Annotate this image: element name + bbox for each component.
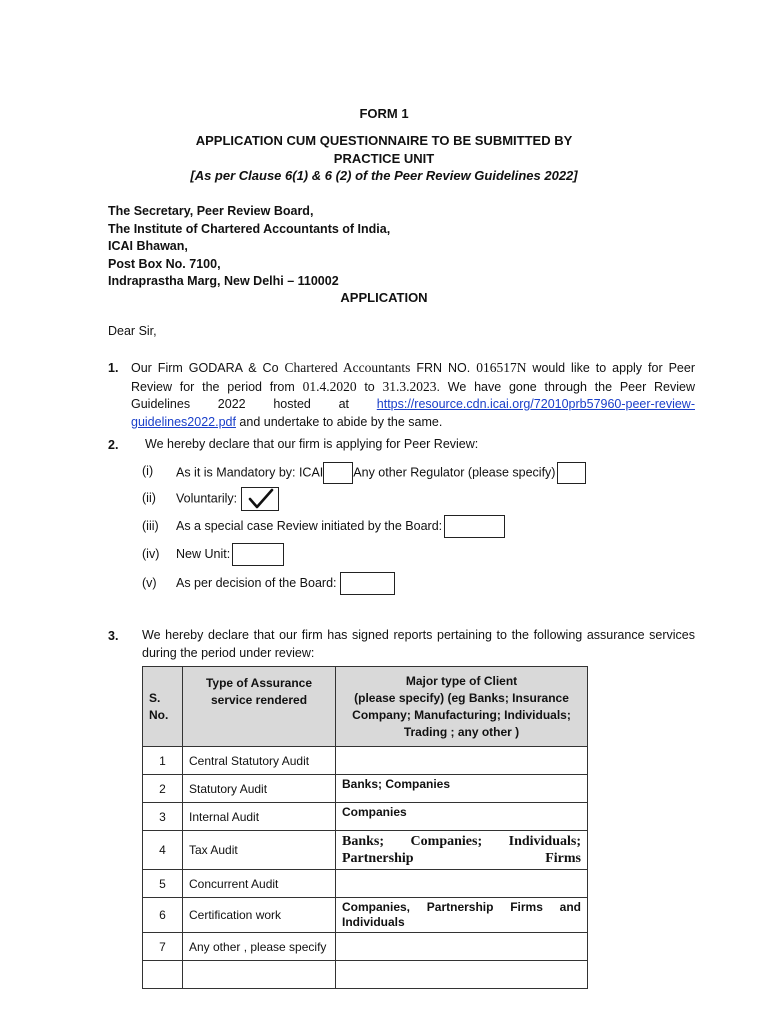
new-unit-checkbox[interactable] xyxy=(232,543,284,566)
header-text: Major type of Client xyxy=(405,673,518,688)
item3-paragraph: We hereby declare that our firm has signed reports pertaining to the following assurance services during the period under review: xyxy=(142,628,695,660)
voluntarily-checkbox[interactable] xyxy=(241,487,279,511)
header-text: No. xyxy=(149,707,169,722)
option-text xyxy=(176,572,395,595)
icai-checkbox[interactable] xyxy=(323,462,353,484)
special-case-checkbox[interactable] xyxy=(444,515,505,538)
period-to: 31.3.2023 xyxy=(382,378,437,394)
option-label: (i) xyxy=(142,464,154,478)
header-text: Trading ; any other ) xyxy=(403,724,520,739)
cell-type: Any other , please specify xyxy=(183,933,336,961)
option-voluntarily-text: Voluntarily: xyxy=(176,491,238,506)
cell-client[interactable]: Companies xyxy=(336,803,588,831)
board-decision-checkbox[interactable] xyxy=(340,572,395,595)
option-label: (ii) xyxy=(142,491,156,505)
item1-text: Our Firm GODARA & Co xyxy=(131,361,285,375)
cell-type: Central Statutory Audit xyxy=(183,747,336,775)
other-regulator-checkbox[interactable] xyxy=(557,462,586,484)
frn-number: 016517N xyxy=(476,360,527,375)
form-title xyxy=(0,132,768,168)
item1-text: to xyxy=(356,379,383,394)
option-text xyxy=(176,543,284,566)
cell-type: Tax Audit xyxy=(183,831,336,870)
option-special-case-text: As a special case Review initiated by the Board: xyxy=(176,518,443,533)
header-text: Type of Assurance xyxy=(205,676,313,690)
table-row xyxy=(143,870,588,898)
item1-text: FRN NO. xyxy=(410,361,477,375)
cell-sno: 2 xyxy=(143,775,183,803)
option-text xyxy=(176,462,586,484)
header-text: Company; Manufacturing; Individuals; xyxy=(352,707,571,722)
header-text: S. xyxy=(149,690,161,705)
option-label: (v) xyxy=(142,576,157,590)
option-row xyxy=(0,543,768,567)
option-label: (iv) xyxy=(142,547,160,561)
cell-type: Certification work xyxy=(183,898,336,933)
cell-type xyxy=(183,961,336,989)
salutation: Dear Sir, xyxy=(108,324,157,338)
header-text: (please specify) (eg Banks; Insurance xyxy=(354,690,569,705)
period-from: 01.4.2020 xyxy=(302,378,357,394)
option-label: (iii) xyxy=(142,519,159,533)
table-row xyxy=(143,747,588,775)
recipient-address xyxy=(108,203,390,291)
option-row xyxy=(0,572,768,596)
cell-client[interactable]: Banks; Companies xyxy=(336,775,588,803)
cell-sno: 1 xyxy=(143,747,183,775)
form-clause: [As per Clause 6(1) & 6 (2) of the Peer Review Guidelines 2022] xyxy=(190,168,578,183)
cell-sno: 3 xyxy=(143,803,183,831)
guidelines-link[interactable]: https://resource.cdn.icai.org/72010prb57960-peer-review-guidelines2022.pdf xyxy=(131,397,695,429)
item-number: 2. xyxy=(108,438,119,452)
item1-text: . We have gone through the Peer Review Guidelines 2022 hosted at xyxy=(131,379,695,411)
cell-sno: 5 xyxy=(143,870,183,898)
item1-paragraph xyxy=(131,359,695,431)
address-line: Post Box No. 7100, xyxy=(108,256,221,271)
item-number: 3. xyxy=(108,629,119,643)
application-heading: APPLICATION xyxy=(340,290,428,305)
column-header-sno xyxy=(143,667,183,747)
item1-text: would like to apply for Peer Review for the period from xyxy=(131,361,695,394)
cell-client[interactable]: Companies, Partnership Firms and Individuals xyxy=(336,898,588,933)
option-text xyxy=(176,487,279,511)
cell-sno: 4 xyxy=(143,831,183,870)
item2-intro: We hereby declare that our firm is applying for Peer Review: xyxy=(145,437,479,451)
cell-type: Statutory Audit xyxy=(183,775,336,803)
cell-client[interactable] xyxy=(336,870,588,898)
table-row xyxy=(143,898,588,933)
table-row xyxy=(143,803,588,831)
option-row xyxy=(0,486,768,512)
form-title-line1: APPLICATION CUM QUESTIONNAIRE TO BE SUBMITTED BY xyxy=(195,133,573,148)
column-header-type xyxy=(183,667,336,747)
address-line: ICAI Bhawan, xyxy=(108,239,188,253)
option-new-unit-text: New Unit: xyxy=(176,546,231,561)
item-number: 1. xyxy=(108,361,119,375)
table-row xyxy=(143,933,588,961)
checkmark-icon xyxy=(242,488,278,510)
option-text xyxy=(176,515,505,538)
header-text: service rendered xyxy=(210,693,308,707)
table-row xyxy=(143,775,588,803)
cell-client[interactable] xyxy=(336,961,588,989)
cell-type: Internal Audit xyxy=(183,803,336,831)
cell-sno xyxy=(143,961,183,989)
table-row xyxy=(143,831,588,870)
option-other-regulator-text: Any other Regulator (please specify) xyxy=(353,465,556,480)
cell-type: Concurrent Audit xyxy=(183,870,336,898)
item1-text: and undertake to abide by the same. xyxy=(235,414,443,429)
address-line: The Institute of Chartered Accountants of India, xyxy=(108,221,391,236)
cell-client[interactable]: Banks; Companies; Individuals; Partnership Firms xyxy=(336,831,588,870)
table-header-row xyxy=(143,667,588,747)
form-title-line2: PRACTICE UNIT xyxy=(333,151,435,166)
option-row xyxy=(0,462,768,484)
address-line: Indraprastha Marg, New Delhi – 110002 xyxy=(108,274,339,288)
cell-client[interactable] xyxy=(336,933,588,961)
firm-designation: Chartered Accountants xyxy=(284,360,411,375)
option-mandatory-text: As it is Mandatory by: ICAI xyxy=(176,465,324,480)
option-board-decision-text: As per decision of the Board: xyxy=(176,575,337,590)
assurance-services-table xyxy=(142,666,588,989)
cell-sno: 6 xyxy=(143,898,183,933)
option-row xyxy=(0,515,768,539)
form-number: FORM 1 xyxy=(359,106,409,121)
column-header-client xyxy=(336,667,588,747)
table-row xyxy=(143,961,588,989)
cell-sno: 7 xyxy=(143,933,183,961)
cell-client[interactable] xyxy=(336,747,588,775)
address-line: The Secretary, Peer Review Board, xyxy=(108,204,314,218)
